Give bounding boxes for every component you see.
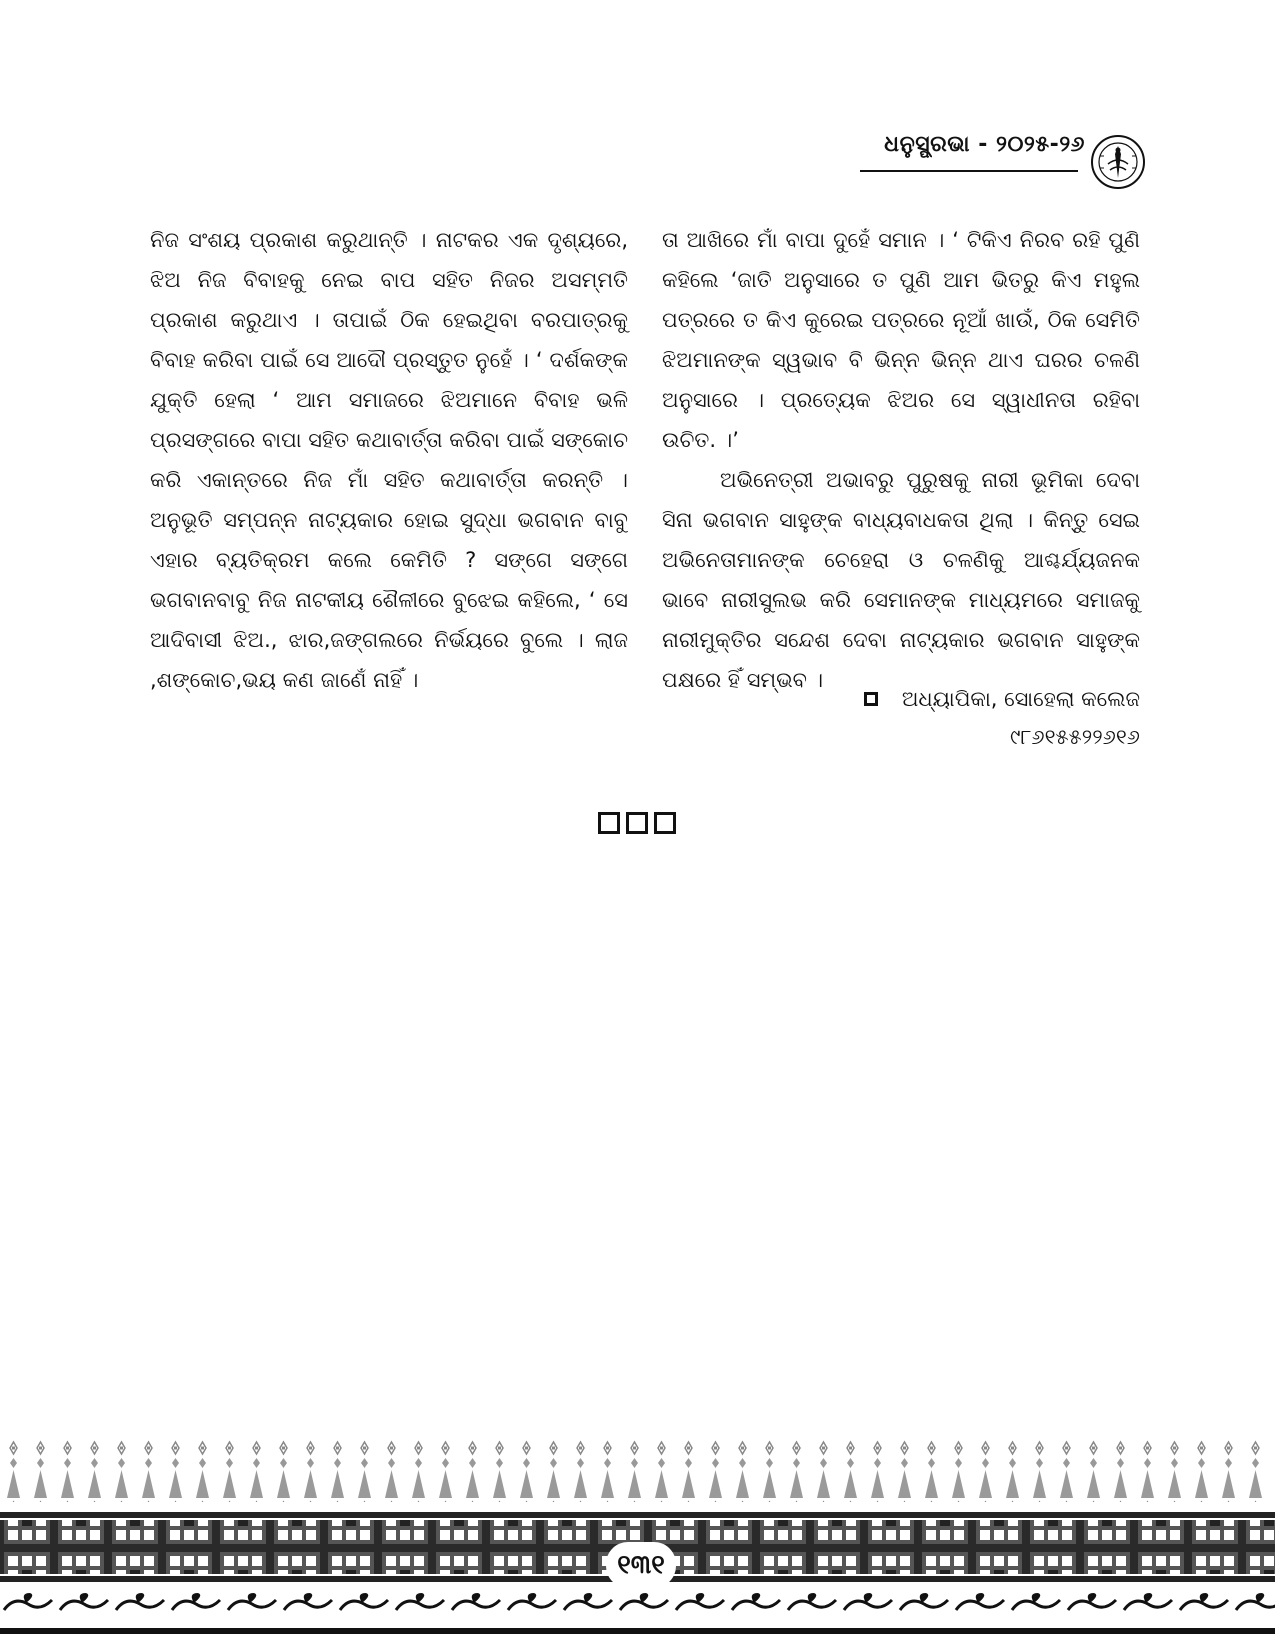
article-paragraph: ନିଜ ସଂଶୟ ପ୍ରକାଶ କରୁଥାନ୍ତି । ନାଟକର ଏକ ଦୃଶ୍ୟରେ, ଝିଅ ନିଜ ବିବାହକୁ ନେଇ ବାପ ସହିତ ନିଜର ଅସମ୍ମତି ପ୍ରକାଶ କରୁଥାଏ । ତାପାଇଁ ଠିକ ହେଇଥିବା ବରପାତ୍ରକୁ ବିବାହ କରିବା ପାଇଁ ସେ ଆଦୌ ପ୍ରସ୍ତୁତ ନୁହେଁ । ‘ ଦର୍ଶକଙ୍କ ଯୁକ୍ତି ହେଲା ‘ ଆମ ସମାଜରେ ଝିଅମାନେ ବିବାହ ଭଳି ପ୍ରସଙ୍ଗରେ ବାପା ସହିତ କଥାବାର୍ତ୍ତା କରିବା ପାଇଁ ସଙ୍କୋଚ କରି ଏକାନ୍ତରେ ନିଜ ମାଁ ସହିତ କଥାବାର୍ତ୍ତା କରନ୍ତି । ଅନୁଭୂତି ସମ୍ପନ୍ନ ନାଟ୍ୟକାର ହୋଇ ସୁଦ୍ଧା ଭଗବାନ ବାବୁ ଏହାର ବ୍ୟତିକ୍ରମ କଲେ କେମିତି ? ସଙ୍ଗେ ସଙ୍ଗେ ଭଗବାନବାବୁ ନିଜ ନାଟକୀୟ ଶୈଳୀରେ ବୁଝେଇ କହିଲେ, ‘ ସେ ଆଦିବାସୀ ଝିଅ., ଝାର,ଜଙ୍ଗଲରେ ନିର୍ଭୟରେ ବୁଲେ । ଲାଜ ,ଶଙ୍କୋଚ,ଭୟ କଣ ଜାଣେଁ ନାହିଁ । — [150, 228, 628, 692]
header-rule — [860, 170, 1078, 172]
three-square-end-marks-icon — [598, 812, 676, 834]
page-number: ୧୩୧ — [606, 1542, 676, 1588]
author-phone: ୯୮୬୧୫୫୨୨୬୧୬ — [1010, 725, 1140, 749]
article-left-column — [150, 220, 628, 700]
author-detail: ଅଧ୍ୟାପିକା, ସୋହେଲା କଲେଜ — [901, 687, 1140, 711]
running-title: ଧନୁସ୍ପ୍ରଭା - ୨୦୨୫-୨୬ — [884, 132, 1085, 157]
college-seal-icon — [1090, 134, 1146, 190]
author-byline — [864, 680, 1140, 756]
article-paragraph: ଅଭିନେତ୍ରୀ ଅଭାବରୁ ପୁରୁଷକୁ ନାରୀ ଭୂମିକା ଦେବା ସିନା ଭଗବାନ ସାହୁଙ୍କ ବାଧ୍ୟବାଧକତା ଥିଲା । କିନ୍ତୁ ସେଇ ଅଭିନେତାମାନଙ୍କ ଚେହେରା ଓ ଚଳଣିକୁ ଆଶ୍ଚର୍ଯ୍ୟଜନକ ଭାବେ ନାରୀସୁଲଭ କରି ସେମାନଙ୍କ ମାଧ୍ୟମରେ ସମାଜକୁ ନାରୀମୁକ୍ତିର ସନ୍ଦେଶ ଦେବା ନାଟ୍ୟକାର ଭଗବାନ ସାହୁଙ୍କ ପକ୍ଷରେ ହିଁ ସମ୍ଭବ । — [662, 468, 1140, 692]
square-bullet-icon — [864, 692, 878, 706]
article-right-column — [662, 220, 1140, 700]
article-paragraph: ତା ଆଖିରେ ମାଁ ବାପା ଦୁହେଁ ସମାନ । ‘ ଟିକିଏ ନିରବ ରହି ପୁଣି କହିଲେ ‘ଜାତି ଅନୁସାରେ ତ ପୁଣି ଆମ ଭିତରୁ କିଏ ମହୁଲ ପତ୍ରରେ ତ କିଏ କୁରେଇ ପତ୍ରରେ ନୂଆଁ ଖାଉଁ, ଠିକ ସେମିତି ଝିଅମାନଙ୍କ ସ୍ୱଭାବ ବି ଭିନ୍ନ ଭିନ୍ନ ଥାଏ ଘରର ଚଳଣି ଅନୁସାରେ । ପ୍ରତ୍ୟେକ ଝିଅର ସେ ସ୍ୱାଧୀନତା ରହିବା ଉଚିତ. ।’ — [662, 228, 1140, 452]
